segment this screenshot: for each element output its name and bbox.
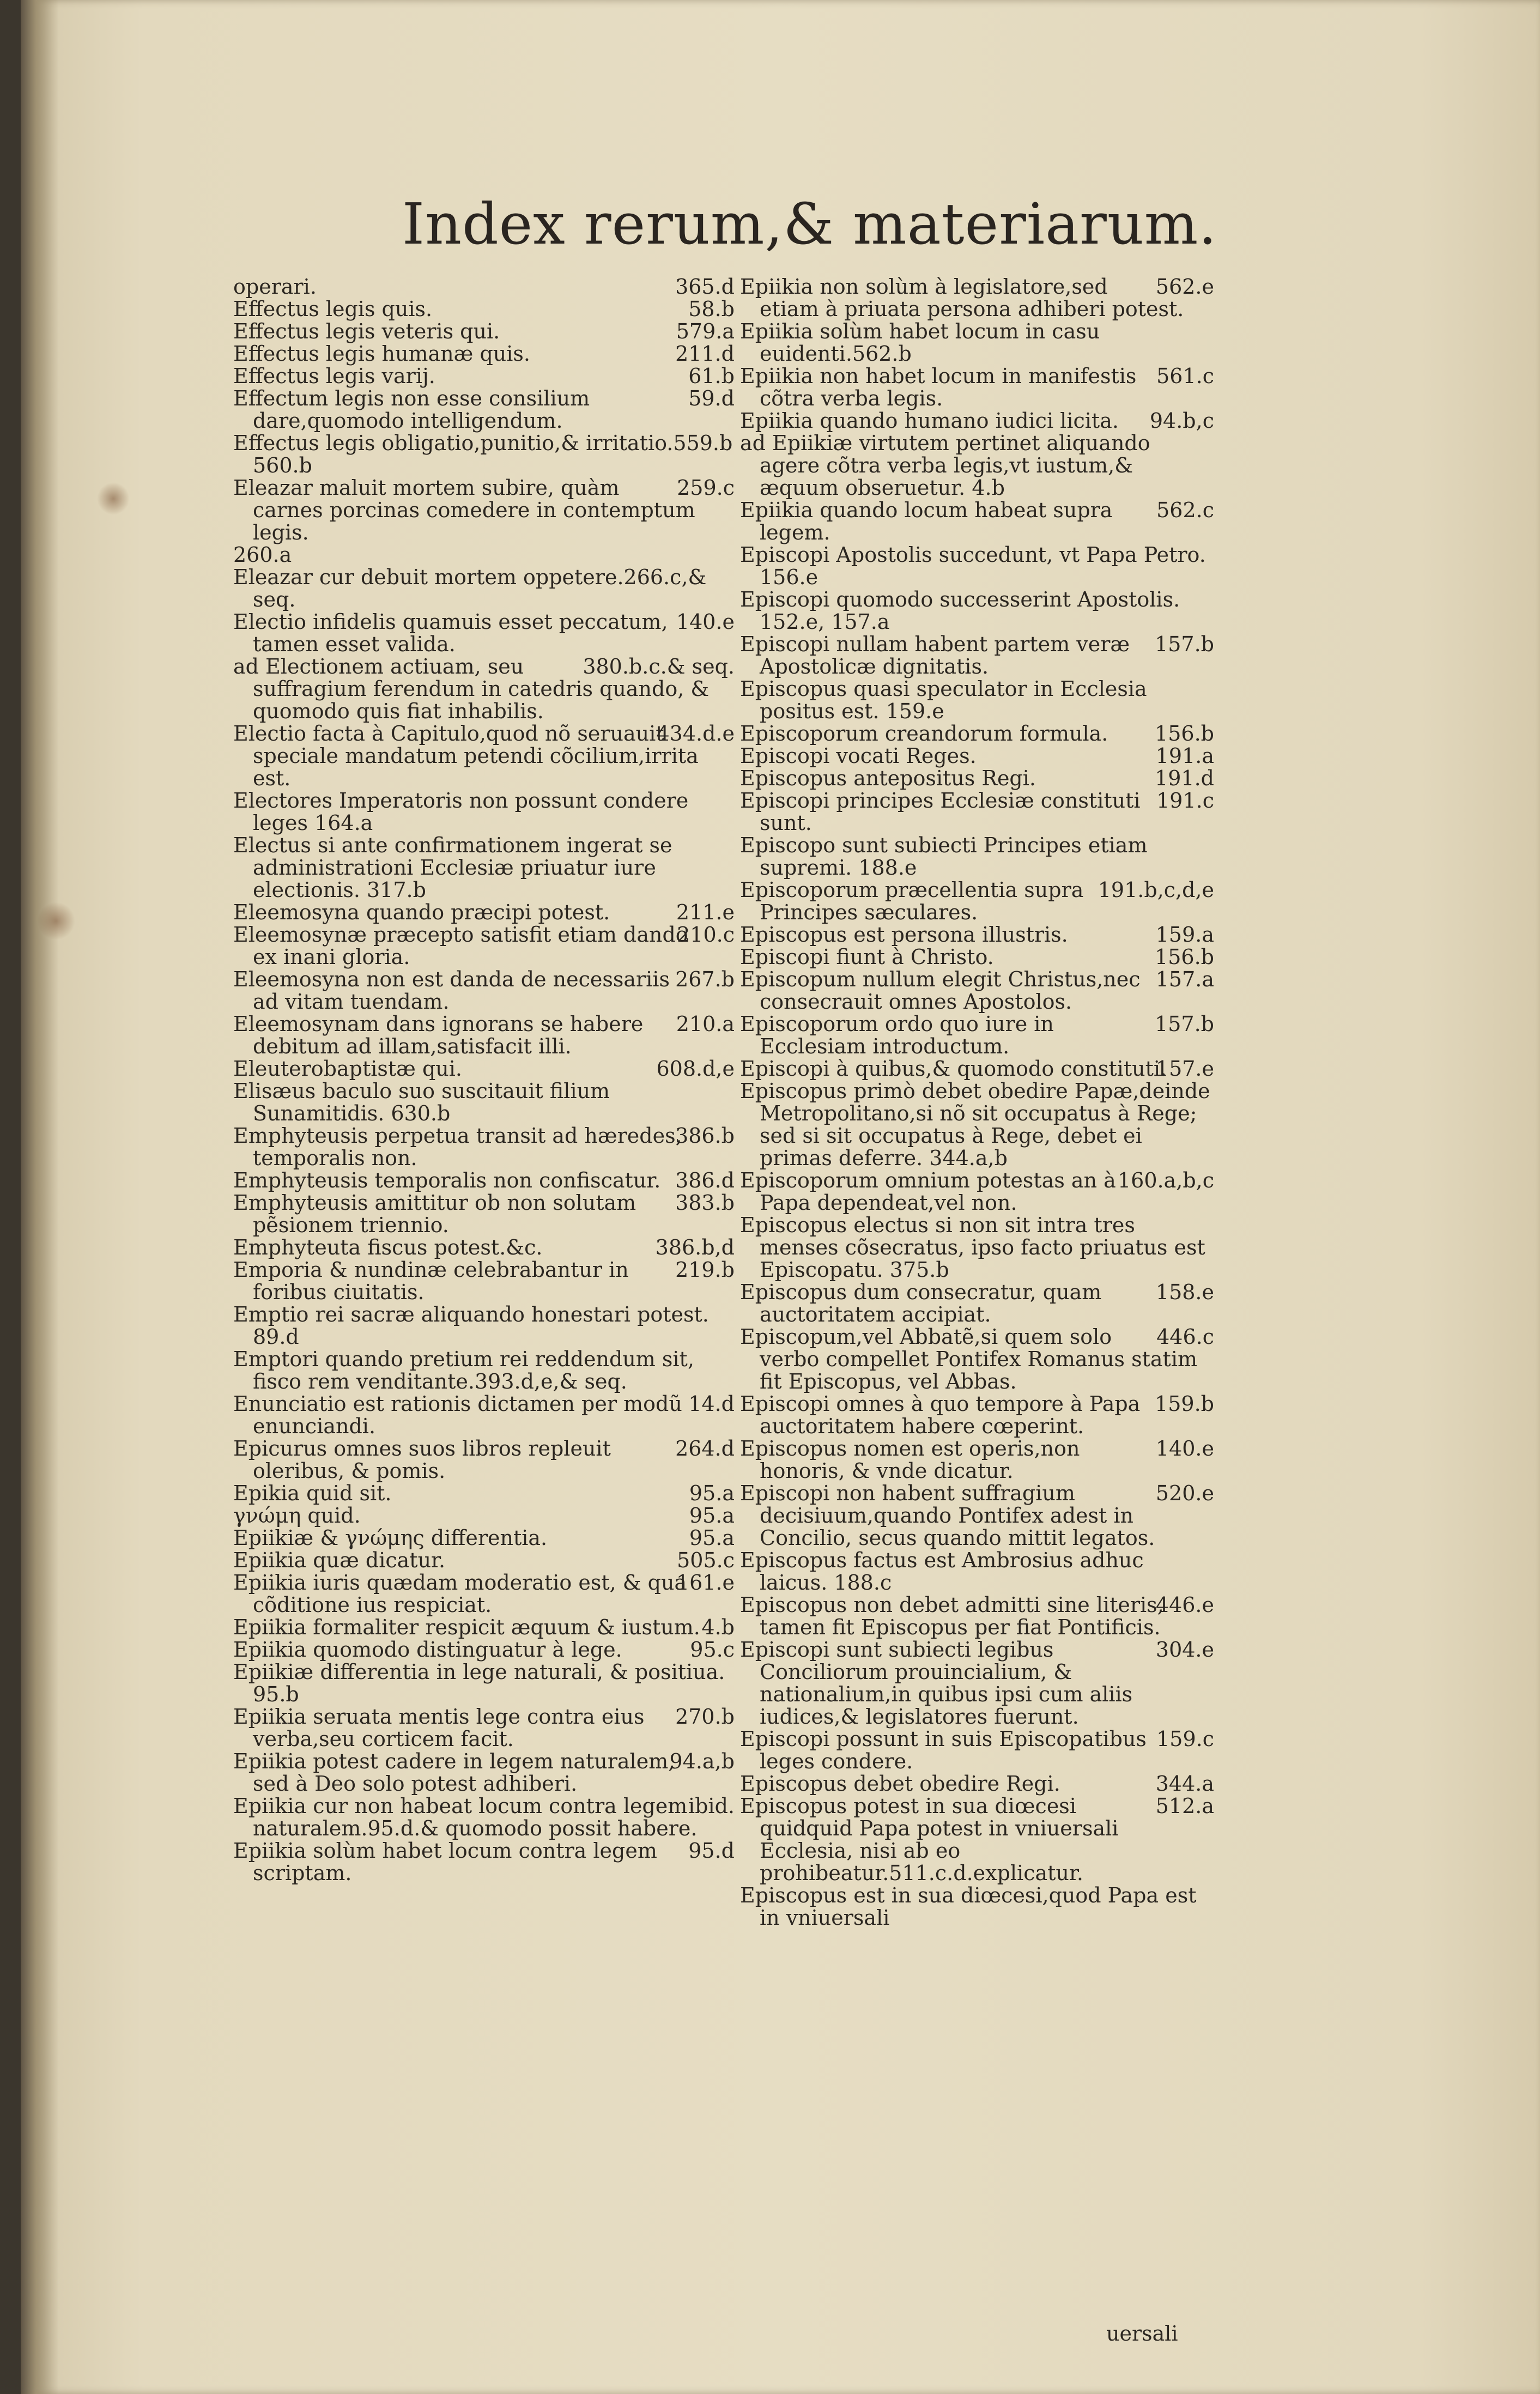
index-entry [740, 276, 1214, 320]
index-entry-text: Epicurus omnes suos libros repleuit oleribus, & pomis. [233, 1437, 611, 1483]
index-entry-text: Epiikia solùm habet locum in casu euidenti.562.b [740, 319, 1100, 366]
index-entry [740, 879, 1214, 924]
index-entry [740, 790, 1214, 834]
index-entry [233, 432, 735, 477]
index-entry-text: Emporia & nundinæ celebrabantur in foribus ciuitatis. [233, 1258, 629, 1304]
index-entry [233, 1013, 735, 1058]
index-entry-ref: 446.c [1156, 1325, 1214, 1349]
index-entry [233, 343, 735, 365]
index-entry-text: Eleemosyna non est danda de necessariis ad vitam tuendam. [233, 967, 670, 1014]
book-gutter [21, 0, 59, 2394]
index-entry-text: Epiikia quando humano iudici licita. [740, 409, 1119, 433]
index-entry-ref: 140.e [1155, 1437, 1214, 1460]
index-entry-text: Eleazar cur debuit mortem oppetere.266.c,& seq. [233, 565, 707, 611]
index-entry-ref: 140.e [676, 610, 735, 634]
index-entry-text: Episcoporum præcellentia supra Principes sæculares. [740, 878, 1084, 924]
index-entry [740, 1884, 1214, 1929]
index-entry-ref: 94.b,c [1149, 409, 1214, 433]
index-entry [740, 1728, 1214, 1773]
index-entry-text: Episcopus potest in sua diœcesi quidquid Papa potest in vniuersali Ecclesia, nisi ab eo prohibeatur.511.c.d.explicatur. [740, 1794, 1119, 1885]
index-entry [233, 968, 735, 1013]
index-entry [233, 387, 735, 432]
index-entry-text: γνώμη quid. [233, 1504, 361, 1528]
index-entry-text: Electus si ante confirmationem ingerat se administrationi Ecclesiæ priuatur iure electionis. 317.b [233, 833, 672, 902]
index-entry-text: Epiikia quomodo distinguatur à lege. [233, 1638, 622, 1662]
index-entry-text: Episcopus est persona illustris. [740, 923, 1068, 947]
index-entry-ref: 211.d [675, 342, 735, 366]
index-entry [740, 924, 1214, 946]
index-entry-ref: 219.b [675, 1258, 735, 1282]
index-entry [233, 656, 735, 723]
index-entry-text: Eleemosyna quando præcipi potest. [233, 900, 610, 924]
index-entry-ref: 259.c [677, 476, 735, 500]
index-entry-text: Epiikia seruata mentis lege contra eius verba,seu corticem facit. [233, 1705, 645, 1751]
index-entry [740, 1281, 1214, 1326]
index-entry-text: Episcopus antepositus Regi. [740, 766, 1036, 790]
index-entry-ref: 562.e [1155, 275, 1214, 299]
index-entry-ref: 383.b [675, 1191, 735, 1215]
index-entry-text: Effectus legis veteris qui. [233, 319, 500, 343]
index-entry [233, 1192, 735, 1237]
index-entry-ref: 156.b [1155, 945, 1214, 969]
index-entry-text: Emphyteusis amittitur ob non solutam pẽsionem triennio. [233, 1191, 636, 1237]
index-entry-text: Emphyteusis temporalis non confiscatur. [233, 1168, 661, 1192]
index-entry-text: ad Epiikiæ virtutem pertinet aliquando agere cõtra verba legis,vt iustum,& æquum obseruetur. 4.b [740, 431, 1150, 500]
index-entry-text: Emphyteusis perpetua transit ad hæredes, temporalis non. [233, 1124, 682, 1170]
index-entry [740, 432, 1214, 499]
index-entry-text: Effectum legis non esse consilium dare,quomodo intelligendum. [233, 386, 590, 433]
index-entry-ref: 561.c [1156, 364, 1214, 388]
index-entry-text: Episcopus debet obedire Regi. [740, 1772, 1060, 1796]
index-entry [233, 901, 735, 924]
index-entry [740, 1795, 1214, 1884]
index-entry-text: Episcopus primò debet obedire Papæ,deinde Metropolitano,si nõ sit occupatus à Rege; sed si sit occupatus à Rege, debet ei primas deferre. 344.a,b [740, 1079, 1210, 1170]
index-entry [740, 1058, 1214, 1080]
index-entry-ref: 160.a,b,c [1117, 1168, 1214, 1192]
index-entry-text: Effectus legis obligatio,punitio,& irritatio.559.b 560.b [233, 431, 733, 477]
index-entry [233, 1304, 735, 1348]
index-entry-text: Episcopo sunt subiecti Principes etiam supremi. 188.e [740, 833, 1148, 880]
index-entry-ref: 579.a [676, 319, 735, 343]
index-entry-ref: 159.b [1155, 1392, 1214, 1416]
index-entry [233, 1058, 735, 1080]
index-entry [233, 1482, 735, 1505]
index-entry [740, 1013, 1214, 1058]
index-entry-ref: ibid. [688, 1794, 735, 1818]
index-entry-text: Epiikia potest cadere in legem naturalem, sed à Deo solo potest adhiberi. [233, 1749, 675, 1796]
index-entry [233, 566, 735, 611]
index-entry [740, 1438, 1214, 1482]
index-entry-ref: 159.a [1155, 923, 1214, 947]
index-entry-ref: 191.c [1156, 789, 1214, 813]
index-entry-text: Epiikia solùm habet locum contra legem scriptam. [233, 1839, 657, 1885]
index-entry-text: Episcopus factus est Ambrosius adhuc laicus. 188.c [740, 1548, 1144, 1595]
index-entry-ref: 264.d [675, 1437, 735, 1460]
index-entry-text: Effectus legis humanæ quis. [233, 342, 530, 366]
index-entry-ref: 211.e [676, 900, 735, 924]
index-entry [233, 298, 735, 320]
index-entry-text: Episcopus electus si non sit intra tres menses cõsecratus, ipso facto priuatus est Episcopatu. 375.b [740, 1213, 1205, 1282]
index-entry-text: Epiikia non habet locum in manifestis cõtra verba legis. [740, 364, 1137, 410]
index-entry-ref: 608.d,e [656, 1057, 735, 1081]
index-entry-text: Episcopus quasi speculator in Ecclesia positus est. 159.e [740, 677, 1147, 723]
index-entry-ref: 191.d [1155, 766, 1214, 790]
index-entry-text: Eleemosynam dans ignorans se habere debitum ad illam,satisfacit illi. [233, 1012, 644, 1058]
index-entry-text: Epiikia formaliter respicit æquum & iustum. [233, 1615, 700, 1639]
index-entry-ref: 94.a,b [669, 1749, 735, 1773]
index-entry [740, 834, 1214, 879]
index-entry-ref: 58.b [688, 297, 735, 321]
index-entry-ref: 157.e [1155, 1057, 1214, 1081]
index-entry-ref: 210.a [676, 1012, 735, 1036]
index-entry-text: Effectus legis varij. [233, 364, 435, 388]
index-entry-ref: 95.d [688, 1839, 735, 1863]
index-entry [233, 1706, 735, 1750]
index-entry [233, 1616, 735, 1639]
index-entry-text: Episcopum,vel Abbatẽ,si quem solo verbo compellet Pontifex Romanus statim fit Episcopus, vel Abbas. [740, 1325, 1198, 1393]
index-entry-ref: 95.a [689, 1481, 735, 1505]
index-entry [233, 544, 735, 566]
index-entry-text: Epiikia non solùm à legislatore,sed etiam à priuata persona adhiberi potest. [740, 275, 1184, 321]
index-entry-text: Episcopi omnes à quo tempore à Papa auctoritatem habere cœperint. [740, 1392, 1141, 1438]
index-entry-text: Eleemosynæ præcepto satisfit etiam dando ex inani gloria. [233, 923, 688, 969]
index-entry [740, 1326, 1214, 1393]
index-entry [233, 1840, 735, 1884]
index-entry [233, 365, 735, 387]
index-entry [233, 1348, 735, 1393]
index-entry-text: Episcoporum omnium potestas an à Papa dependeat,vel non. [740, 1168, 1116, 1215]
index-entry-ref: 95.c [690, 1638, 735, 1662]
index-entry [740, 767, 1214, 790]
index-entry-ref: 434.d.e [656, 722, 735, 746]
index-entry-text: 260.a [233, 543, 292, 567]
index-entry-ref: 59.d [688, 386, 735, 410]
index-entry-ref: 157.b [1155, 632, 1214, 656]
index-entry-text: Epiikiæ differentia in lege naturali, & positiua. 95.b [233, 1660, 725, 1706]
index-entry-ref: 505.c [677, 1548, 735, 1572]
index-entry-ref: 365.d [675, 275, 735, 299]
index-entry-text: Electio infidelis quamuis esset peccatum, tamen esset valida. [233, 610, 668, 656]
catchword: uersali [1106, 2322, 1178, 2345]
index-entry-ref: 61.b [688, 364, 735, 388]
index-entry [233, 477, 735, 544]
index-entry [233, 1169, 735, 1192]
index-entry-text: Epiikiæ & γνώμης differentia. [233, 1526, 548, 1550]
index-entry [233, 1125, 735, 1169]
index-entry-ref: 95.a [689, 1526, 735, 1550]
index-entry-ref: 95.a [689, 1504, 735, 1528]
index-entry-ref: 267.b [675, 967, 735, 991]
index-entry-text: Episcopi non habent suffragium decisiuum,quando Pontifex adest in Concilio, secus quando mittit legatos. [740, 1481, 1155, 1550]
index-column-right [740, 276, 1214, 1929]
book-page [21, 0, 1540, 2394]
index-column-left [233, 276, 735, 1884]
index-entry-ref: 344.a [1155, 1772, 1214, 1796]
index-entry [740, 1169, 1214, 1214]
index-entry [233, 1237, 735, 1259]
index-entry-text: Elisæus baculo suo suscitauit filium Sunamitidis. 630.b [233, 1079, 610, 1125]
index-entry-text: Effectus legis quis. [233, 297, 433, 321]
index-entry-ref: 159.c [1156, 1727, 1214, 1751]
index-entry [740, 1639, 1214, 1728]
page-title: Index rerum,& materiarum. [402, 191, 1217, 257]
index-entry-text: Enunciatio est rationis dictamen per modũ enunciandi. [233, 1392, 682, 1438]
index-entry-text: Episcopum nullum elegit Christus,nec consecrauit omnes Apostolos. [740, 967, 1141, 1014]
index-entry-text: Episcopi quomodo successerint Apostolis. 152.e, 157.a [740, 587, 1180, 634]
index-entry [233, 1393, 735, 1438]
index-entry-text: Episcopus non debet admitti sine literis, tamen fit Episcopus per fiat Pontificis. [740, 1593, 1164, 1639]
index-entry [233, 1527, 735, 1549]
index-entry [740, 968, 1214, 1013]
index-entry-text: Emptio rei sacræ aliquando honestari potest. 89.d [233, 1302, 709, 1349]
index-entry-text: Emphyteuta fiscus potest.&c. [233, 1235, 543, 1259]
index-entry-ref: 512.a [1155, 1794, 1214, 1818]
index-entry-text: Epiikia quæ dicatur. [233, 1548, 446, 1572]
index-entry-text: Episcopi sunt subiecti legibus Conciliorum prouincialium, & nationalium,in quibus ipsi cum aliis iudices,& legislatores fuerunt. [740, 1638, 1133, 1729]
index-entry-text: Episcopi nullam habent partem veræ Apostolicæ dignitatis. [740, 632, 1130, 678]
index-entry [740, 1393, 1214, 1438]
index-entry-ref: 191.a [1155, 744, 1214, 768]
index-entry [740, 745, 1214, 767]
index-entry [740, 1482, 1214, 1549]
index-entry-ref: 386.d [675, 1168, 735, 1192]
index-entry [740, 544, 1214, 589]
index-entry-ref: 158.e [1155, 1280, 1214, 1304]
index-entry-text: Epiikia quando locum habeat supra legem. [740, 498, 1113, 544]
index-entry-text: Episcopus dum consecratur, quam auctoritatem accipiat. [740, 1280, 1102, 1326]
index-entry-ref: 386.b [675, 1124, 735, 1148]
index-entry-ref: 270.b [675, 1705, 735, 1729]
index-entry [740, 499, 1214, 544]
index-entry [233, 1795, 735, 1840]
index-entry [233, 1639, 735, 1661]
index-entry [740, 1773, 1214, 1795]
index-entry [740, 633, 1214, 678]
index-entry [740, 365, 1214, 410]
index-entry-ref: 4.b [701, 1615, 735, 1639]
index-entry [233, 790, 735, 834]
index-entry [233, 723, 735, 790]
index-entry-ref: 157.b [1155, 1012, 1214, 1036]
index-entry [740, 1594, 1214, 1639]
index-entry-ref: 157.a [1155, 967, 1214, 991]
index-entry-text: Episcopi possunt in suis Episcopatibus leges condere. [740, 1727, 1147, 1773]
index-entry [233, 1259, 735, 1304]
index-entry [740, 1549, 1214, 1594]
index-entry [740, 410, 1214, 432]
index-entry-ref: 14.d [688, 1392, 735, 1416]
index-entry-text: Epiikia iuris quædam moderatio est, & qua cõditione ius respiciat. [233, 1571, 687, 1617]
ink-stain [37, 902, 75, 940]
ink-stain [97, 482, 130, 515]
index-entry [740, 589, 1214, 633]
index-entry [233, 1505, 735, 1527]
index-entry [233, 834, 735, 901]
index-entry-text: operari. [233, 275, 317, 299]
index-entry [740, 723, 1214, 745]
index-entry [740, 678, 1214, 723]
index-entry [233, 611, 735, 656]
index-entry-ref: 562.c [1156, 498, 1214, 522]
index-entry [233, 924, 735, 968]
index-entry [740, 320, 1214, 365]
index-entry-ref: 446.e [1155, 1593, 1214, 1617]
index-entry [740, 946, 1214, 968]
index-entry-ref: 191.b,c,d,e [1098, 878, 1214, 902]
index-entry-text: Eleuterobaptistæ qui. [233, 1057, 462, 1081]
index-entry-text: Episcopi fiunt à Christo. [740, 945, 994, 969]
index-entry [233, 1572, 735, 1616]
index-entry-text: Electio facta à Capitulo,quod nõ seruauit speciale mandatum petendi cõcilium,irrita est. [233, 722, 699, 790]
index-entry [233, 1080, 735, 1125]
index-entry-text: Episcopi vocati Reges. [740, 744, 977, 768]
index-entry-text: Episcopi à quibus,& quomodo constituti. [740, 1057, 1167, 1081]
index-entry-text: Episcopus nomen est operis,non honoris, & vnde dicatur. [740, 1437, 1080, 1483]
index-entry-ref: 156.b [1155, 722, 1214, 746]
index-entry [233, 1549, 735, 1572]
index-entry-text: Epiikia cur non habeat locum contra legem naturalem.95.d.& quomodo possit habere. [233, 1794, 698, 1840]
index-entry-ref: 210.c [677, 923, 735, 947]
index-entry-text: ad Electionem actiuam, seu suffragium ferendum in catedris quando, & quomodo quis fiat inhabilis. [233, 654, 710, 723]
index-entry-text: Episcoporum creandorum formula. [740, 722, 1108, 746]
index-entry-text: Episcopus est in sua diœcesi,quod Papa est in vniuersali [740, 1883, 1197, 1930]
index-entry-ref: 386.b,d [655, 1235, 735, 1259]
index-entry-text: Epikia quid sit. [233, 1481, 392, 1505]
index-entry-ref: 161.e [676, 1571, 735, 1595]
index-entry-text: Episcopi Apostolis succedunt, vt Papa Petro. 156.e [740, 543, 1206, 589]
index-entry-text: Emptori quando pretium rei reddendum sit, fisco rem venditante.393.d,e,& seq. [233, 1347, 694, 1393]
index-entry-text: Episcoporum ordo quo iure in Ecclesiam introductum. [740, 1012, 1054, 1058]
index-entry-ref: 380.b.c.& seq. [583, 654, 735, 678]
index-entry-ref: 520.e [1155, 1481, 1214, 1505]
index-entry-text: Eleazar maluit mortem subire, quàm carnes porcinas comedere in contemptum legis. [233, 476, 695, 544]
index-entry [233, 1661, 735, 1706]
index-entry [740, 1214, 1214, 1281]
index-entry [233, 1438, 735, 1482]
index-entry [740, 1080, 1214, 1169]
index-entry [233, 320, 735, 343]
index-entry-text: Electores Imperatoris non possunt condere leges 164.a [233, 789, 689, 835]
index-entry-ref: 304.e [1155, 1638, 1214, 1662]
index-entry-text: Episcopi principes Ecclesiæ constituti sunt. [740, 789, 1141, 835]
index-entry [233, 1750, 735, 1795]
index-entry [233, 276, 735, 298]
